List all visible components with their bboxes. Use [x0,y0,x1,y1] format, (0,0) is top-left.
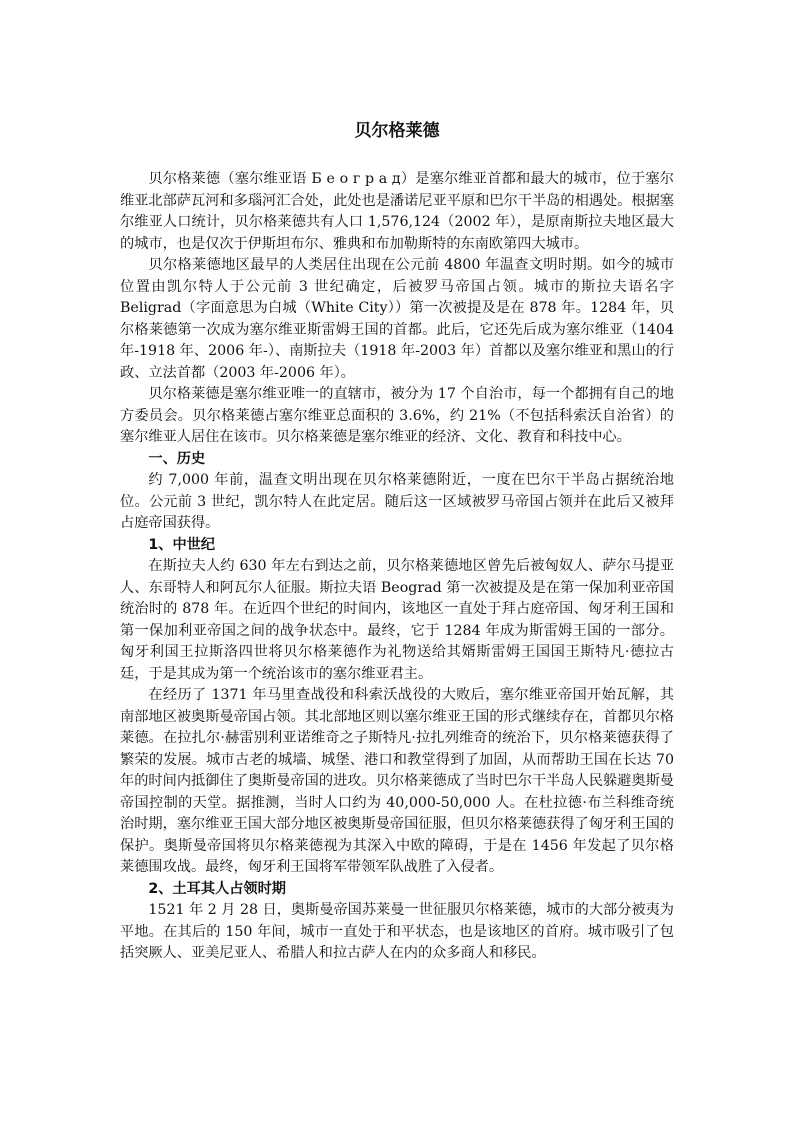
paragraph: 贝尔格莱德（塞尔维亚语 Б е о г р а д）是塞尔维亚首都和最大的城市，位于塞尔维亚北部萨瓦河和多瑙河汇合处，此处也是潘诺尼亚平原和巴尔干半岛的相遇处。根据塞尔维亚人口统计，贝尔格莱德共有人口 1,576,124（2002 年），是原南斯拉夫地区最大的城市，也是仅次于伊斯坦布尔、雅典和布加勒斯特的东南欧第四大城市。 [120,171,674,252]
paragraph: 贝尔格莱德地区最早的人类居住出现在公元前 4800 年温查文明时期。如今的城市位置由凯尔特人于公元前 3 世纪确定，后被罗马帝国占领。城市的斯拉夫语名字 Beligrad（字面意思为白城（White City））第一次被提及是在 878 年。1284 年，贝尔格莱德第一次成为塞尔维亚斯雷姆王国的首都。此后，它还先后成为塞尔维亚（1404 年-1918 年、2006 年-）、南斯拉夫（1918 年-2003 年）首都以及塞尔维亚和黑山的行政、立法首都（2003 年-2006 年）。 [120,257,674,381]
section-heading: 2、土耳其人占领时期 [148,880,286,897]
document-body [120,169,674,965]
paragraph: 在斯拉夫人约 630 年左右到达之前，贝尔格莱德地区曾先后被匈奴人、萨尔马提亚人、东哥特人和阿瓦尔人征服。斯拉夫语 Beograd 第一次被提及是在第一保加利亚帝国统治时的 878 年。在近四个世纪的时间内，该地区一直处于拜占庭帝国、匈牙利王国和第一保加利亚帝国之间的战争状态中。最终，它于 1284 年成为斯雷姆王国的一部分。匈牙利国王拉斯洛四世将贝尔格莱德作为礼物送给其婿斯雷姆王国国王斯特凡·德拉古廷，于是其成为第一个统治该市的塞尔维亚君主。 [120,558,674,682]
paragraph: 约 7,000 年前，温查文明出现在贝尔格莱德附近，一度在巴尔干半岛占据统治地位。公元前 3 世纪，凯尔特人在此定居。随后这一区域被罗马帝国占领并在此后又被拜占庭帝国获得。 [120,472,674,531]
paragraph: 贝尔格莱德是塞尔维亚唯一的直辖市，被分为 17 个自治市，每一个都拥有自己的地方委员会。贝尔格莱德占塞尔维亚总面积的 3.6%，约 21%（不包括科索沃自治省）的塞尔维亚人居住在该市。贝尔格莱德是塞尔维亚的经济、文化、教育和科技中心。 [120,386,674,445]
section-heading: 一、历史 [148,450,206,467]
paragraph: 在经历了 1371 年马里查战役和科索沃战役的大败后，塞尔维亚帝国开始瓦解，其南部地区被奥斯曼帝国占领。其北部地区则以塞尔维亚王国的形式继续存在，首都贝尔格莱德。在拉扎尔·赫雷别利亚诺维奇之子斯特凡·拉扎列维奇的统治下，贝尔格莱德获得了繁荣的发展。城市古老的城墙、城堡、港口和教堂得到了加固，从而帮助王国在长达 70 年的时间内抵御住了奥斯曼帝国的进攻。贝尔格莱德成了当时巴尔干半岛人民躲避奥斯曼帝国控制的天堂。据推测，当时人口约为 40,000-50,000 人。在杜拉德·布兰科维奇统治时期，塞尔维亚王国大部分地区被奥斯曼帝国征服，但贝尔格莱德获得了匈牙利王国的保护。奥斯曼帝国将贝尔格莱德视为其深入中欧的障碍，于是在 1456 年发起了贝尔格莱德围攻战。最终，匈牙利王国将军带领军队战胜了入侵者。 [120,687,674,875]
document-page [120,118,674,965]
section-heading: 1、中世纪 [148,536,216,553]
document-title: 贝尔格莱德 [354,121,440,141]
paragraph: 1521 年 2 月 28 日，奥斯曼帝国苏莱曼一世征服贝尔格莱德，城市的大部分被夷为平地。在其后的 150 年间，城市一直处于和平状态，也是该地区的首府。城市吸引了包括突厥人、亚美尼亚人、希腊人和拉古萨人在内的众多商人和移民。 [120,902,674,961]
